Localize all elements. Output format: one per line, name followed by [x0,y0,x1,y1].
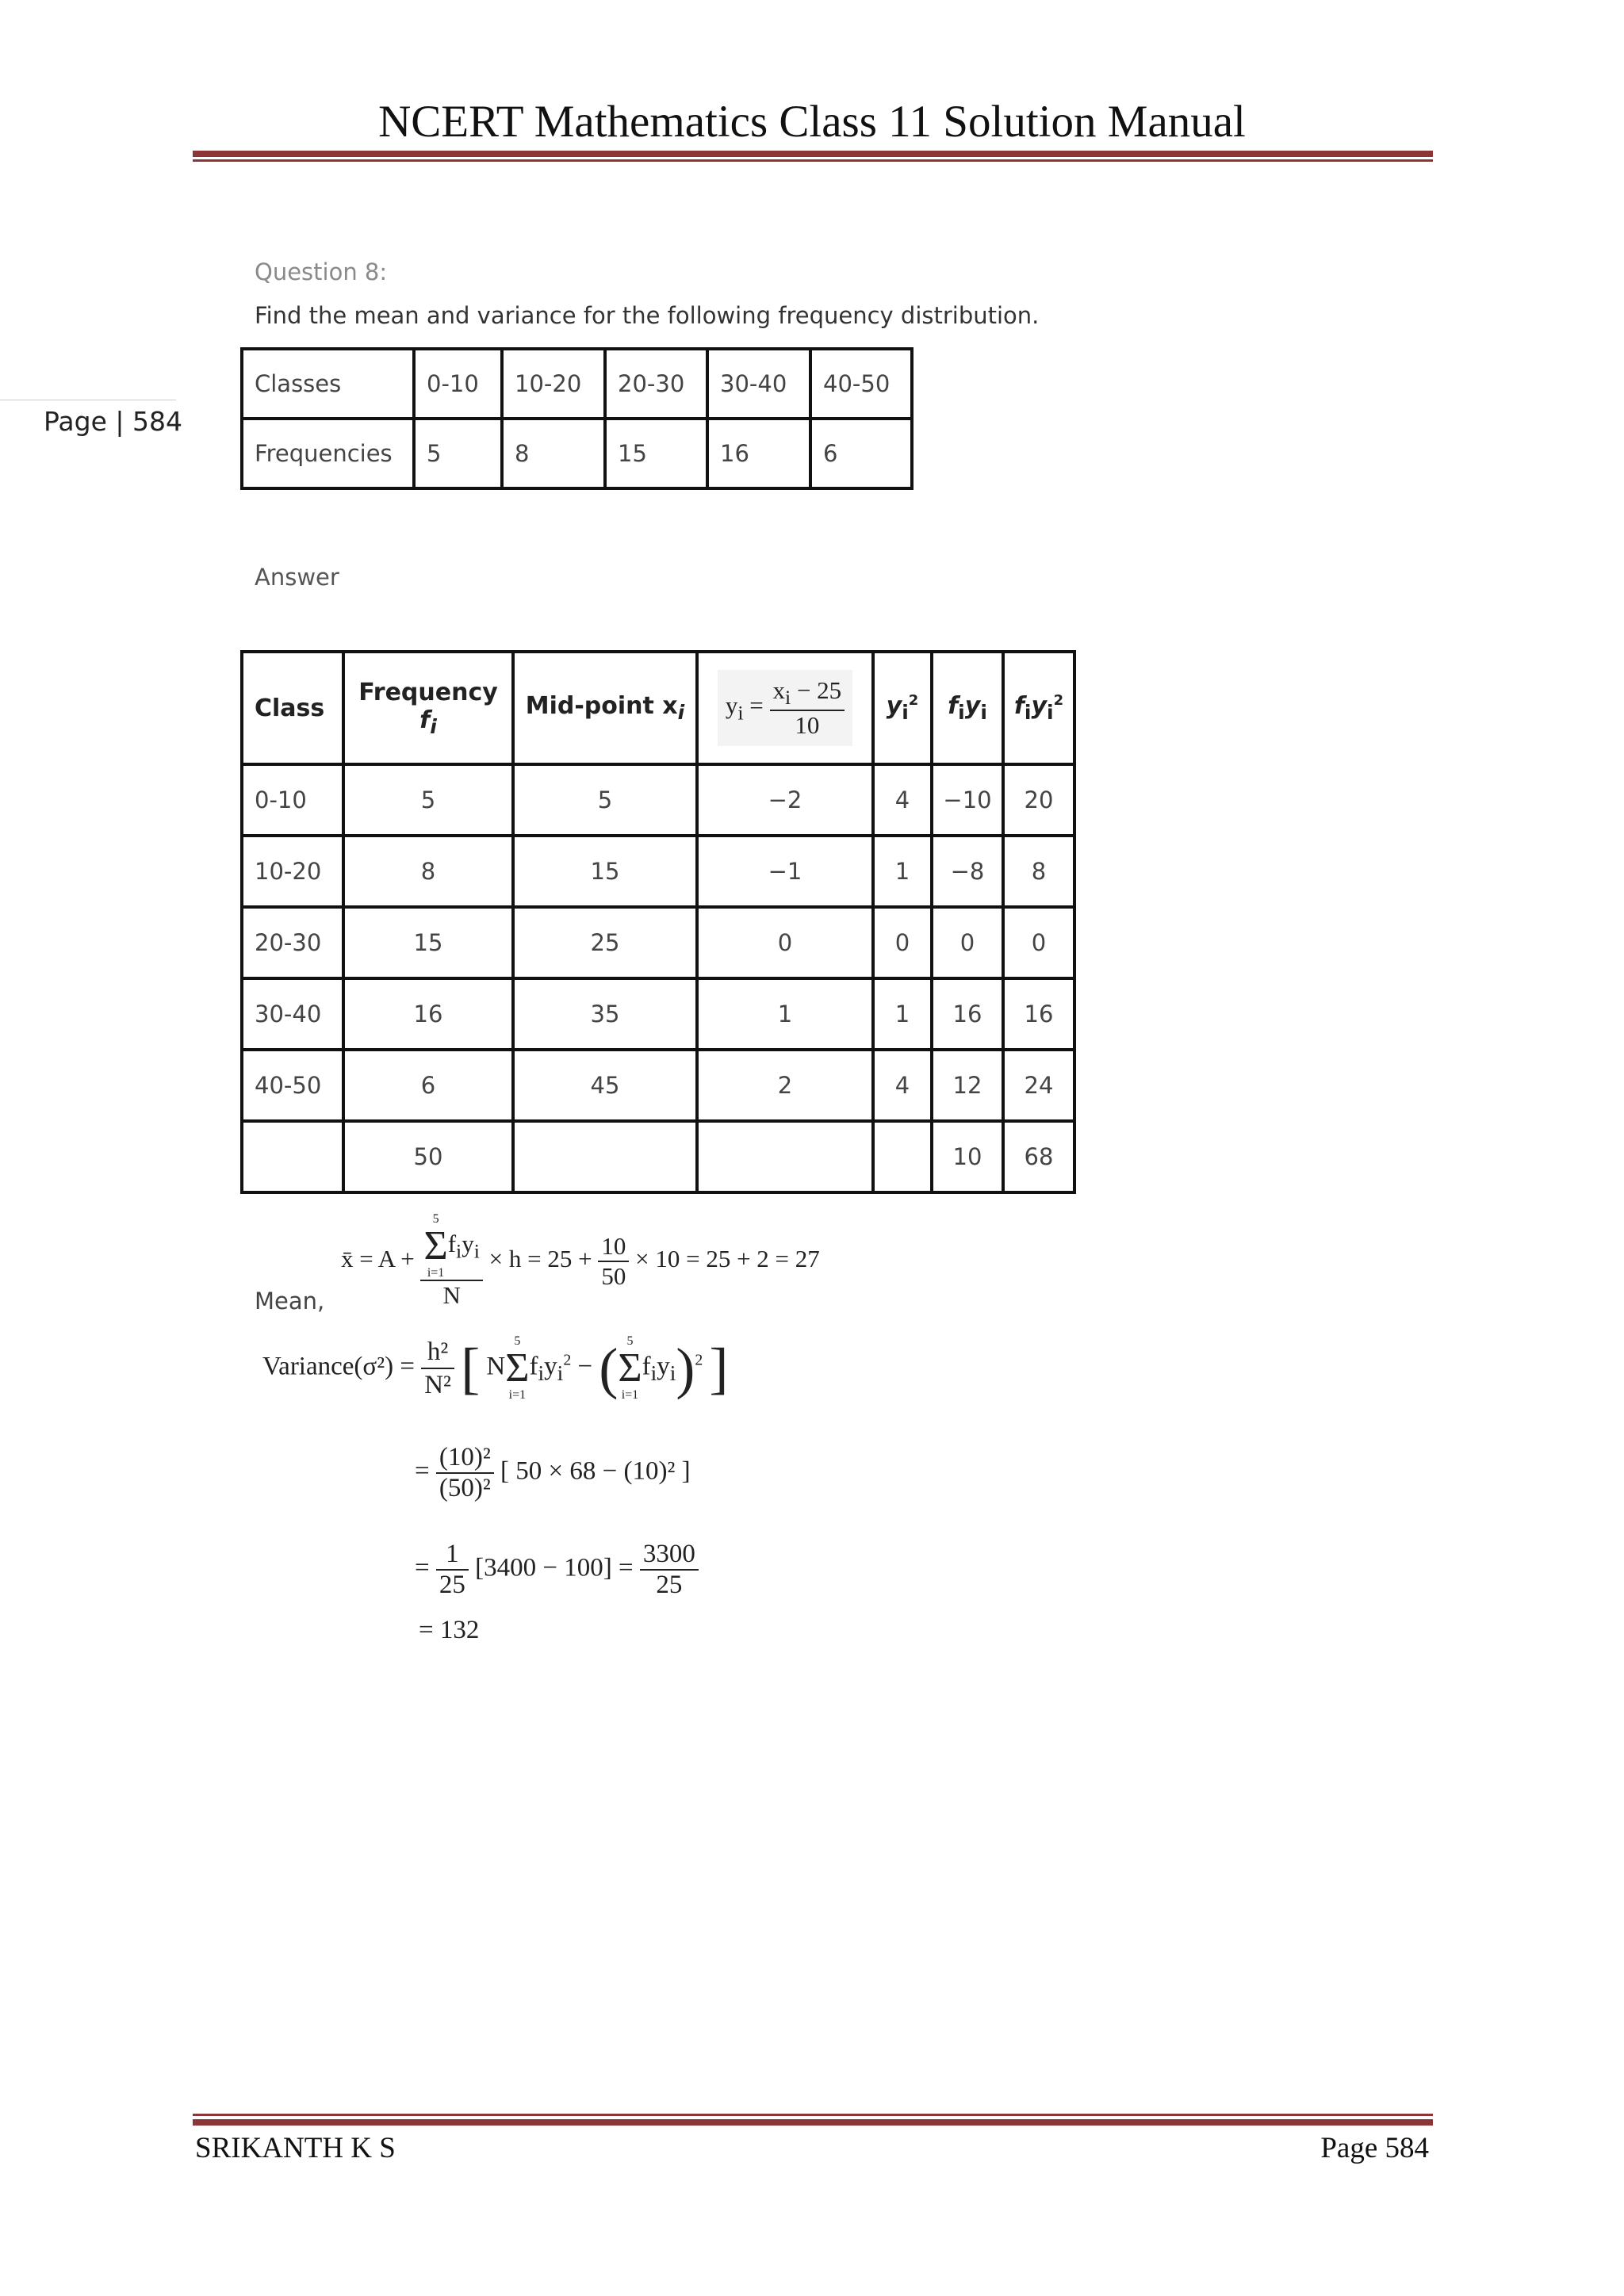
question-table [240,347,914,490]
variance-line2-den: (50)² [439,1474,491,1502]
sigma-symbol: 5 Σ i=1 [423,1212,448,1280]
mean-denominator: N [442,1281,461,1309]
cell-fy: 12 [932,1050,1003,1121]
variance-line3-result-den: 25 [656,1571,683,1599]
cell-frequency: 6 [343,1050,513,1121]
sigma-symbol: 5 Σ i=1 [505,1334,530,1402]
cell-class: 0-10 [242,764,343,836]
frequency-cell: 5 [414,419,502,488]
header-midpoint-sub: i [677,701,685,724]
cell-frequency: 8 [343,836,513,907]
cell-fy-squared-total: 68 [1003,1121,1074,1192]
variance-line2-fraction [436,1443,494,1503]
cell-y-squared: 1 [873,978,932,1050]
header-fy: $f_iy_i$ [932,652,1003,764]
cell-midpoint: 35 [513,978,697,1050]
variance-lhs: Variance(σ²) = [262,1352,415,1381]
variance-line2-bracket: [ 50 × 68 − (10)² ] [500,1456,691,1486]
sigma-symbol: 5 Σ i=1 [618,1334,642,1402]
y-formula-fraction: $\frac{x_i - 25}{10}$ [770,676,845,740]
cell-midpoint: 15 [513,836,697,907]
variance-line3-result-fraction [640,1540,699,1600]
question-text: Find the mean and variance for the following frequency distribution. [255,302,1040,329]
mean-formula [341,1213,820,1310]
table-header-row [242,652,1074,764]
frequency-cell: 15 [605,419,707,488]
mean-result: × 10 = 25 + 2 = 27 [635,1245,820,1273]
cell-y: −1 [697,836,873,907]
header-rule-thin [193,159,1433,162]
mean-frac-num: 10 [598,1232,629,1262]
y-formula: $y_i$ = $\frac{x_i - 25}{10}$ [718,670,852,746]
frequency-cell: 16 [707,419,810,488]
header-y-formula [697,652,873,764]
variance-line2-num: (10)² [436,1443,494,1474]
mean-rest: = 25 + [527,1245,592,1273]
cell-y-squared: 4 [873,1050,932,1121]
variance-line3-den: 25 [439,1571,465,1599]
cell-frequency: 16 [343,978,513,1050]
cell-fy: 16 [932,978,1003,1050]
variance-line3-result-num: 3300 [640,1540,699,1571]
y-formula-num: x [772,675,785,704]
header-frequency-symbol: f [419,706,431,734]
class-cell: 10-20 [502,349,605,419]
header-midpoint-label: Mid-point x [525,692,678,720]
frequency-cell: 8 [502,419,605,488]
cell-fy-total: 10 [932,1121,1003,1192]
cell-fy: 0 [932,907,1003,978]
cell-fy: −10 [932,764,1003,836]
cell-y-squared [873,1121,932,1192]
footer-rule-thick [193,2119,1433,2126]
variance-line3-bracket: [3400 − 100] = [475,1553,634,1582]
cell-fy-squared: 24 [1003,1050,1074,1121]
table-total-row [242,1121,1074,1192]
cell-class: 30-40 [242,978,343,1050]
variance-n-squared: N² [424,1371,451,1399]
header-y-squared: $y_i^2$ [873,652,932,764]
cell-midpoint: 25 [513,907,697,978]
cell-midpoint: 5 [513,764,697,836]
frequency-cell: 6 [810,419,912,488]
header-rule-thick [193,151,1433,157]
y-formula-den: 10 [795,711,820,740]
header-midpoint [513,652,697,764]
cell-y: 2 [697,1050,873,1121]
table-row [242,349,912,419]
y-formula-lhs: y [725,691,738,720]
margin-page-number: Page | 584 [44,406,182,437]
cell-y-squared: 1 [873,836,932,907]
cell-fy-squared: 20 [1003,764,1074,836]
variance-h-squared: h² [421,1336,454,1369]
y-formula-num-rest: − 25 [791,675,842,704]
cell-class: 40-50 [242,1050,343,1121]
table-row [242,1050,1074,1121]
cell-y [697,1121,873,1192]
mean-fraction [598,1232,629,1291]
variance-formula: Variance(σ²) = $\frac{\text{h²}}{\text{N²}}$ [ N 5 Σ i=1 $f_iy_i^2$ − ( 5 Σ i=1 $f_iy_i)^2$ ] [262,1334,729,1402]
page-title: NCERT Mathematics Class 11 Solution Manual [378,97,1246,147]
class-cell: 40-50 [810,349,912,419]
cell-y-squared: 4 [873,764,932,836]
question-label: Question 8: [255,258,388,285]
class-cell: 20-30 [605,349,707,419]
variance-line-2: = $\frac{\text{(10)²}}{\text{(50)²}}$ [ 50 × 68 − (10)² ] [415,1443,691,1502]
cell-midpoint: 45 [513,1050,697,1121]
sum-upper-limit: 5 [432,1212,439,1226]
mean-times-h: × h [488,1245,522,1273]
header-fy-squared-label: f [1013,692,1025,720]
variance-line3-num: 1 [436,1540,469,1571]
table-row [242,764,1074,836]
cell-fy-squared: 16 [1003,978,1074,1050]
cell-frequency: 15 [343,907,513,978]
header-class: Class [242,652,343,764]
header-fy-label: f [948,692,959,720]
table-row [242,419,912,488]
footer-rule-thin [193,2114,1433,2116]
header-frequency-sub: i [430,714,437,738]
variance-line-3: = $\frac{1}{25}$ [3400 − 100] = $\frac{3300}{25}$ [415,1540,699,1600]
variance-h-n-fraction [421,1336,454,1401]
cell-fy-squared: 8 [1003,836,1074,907]
cell-class: 20-30 [242,907,343,978]
variance-result: = 132 [419,1616,480,1644]
row-label-classes: Classes [242,349,414,419]
cell-y-squared: 0 [873,907,932,978]
answer-label: Answer [255,564,339,591]
mean-sum-fraction: 5 Σ i=1 $f_iy_i$ N [420,1213,482,1310]
class-cell: 0-10 [414,349,502,419]
cell-fy-squared: 0 [1003,907,1074,978]
header-fy-squared: $f_iy_i^2$ [1003,652,1074,764]
table-row [242,907,1074,978]
sum-term: f [447,1230,457,1258]
table-row [242,836,1074,907]
sum-lower-limit: i=1 [427,1266,445,1280]
cell-class [242,1121,343,1192]
cell-frequency-total: 50 [343,1121,513,1192]
header-frequency-label: Frequency [358,678,498,706]
header-frequency [343,652,513,764]
cell-midpoint [513,1121,697,1192]
class-cell: 30-40 [707,349,810,419]
footer-page-number: Page 584 [1320,2132,1429,2164]
mean-lhs: x̄ = A + [341,1245,415,1273]
footer-author: SRIKANTH K S [195,2132,396,2164]
mean-frac-den: 50 [601,1262,626,1290]
cell-y: −2 [697,764,873,836]
cell-y: 1 [697,978,873,1050]
mean-label: Mean, [255,1288,325,1314]
answer-table [240,650,1076,1194]
cell-fy: −8 [932,836,1003,907]
table-row [242,978,1074,1050]
header-y-squared-label: y [886,692,902,720]
row-label-frequencies: Frequencies [242,419,414,488]
cell-class: 10-20 [242,836,343,907]
cell-frequency: 5 [343,764,513,836]
variance-line3-fraction [436,1540,469,1600]
cell-y: 0 [697,907,873,978]
